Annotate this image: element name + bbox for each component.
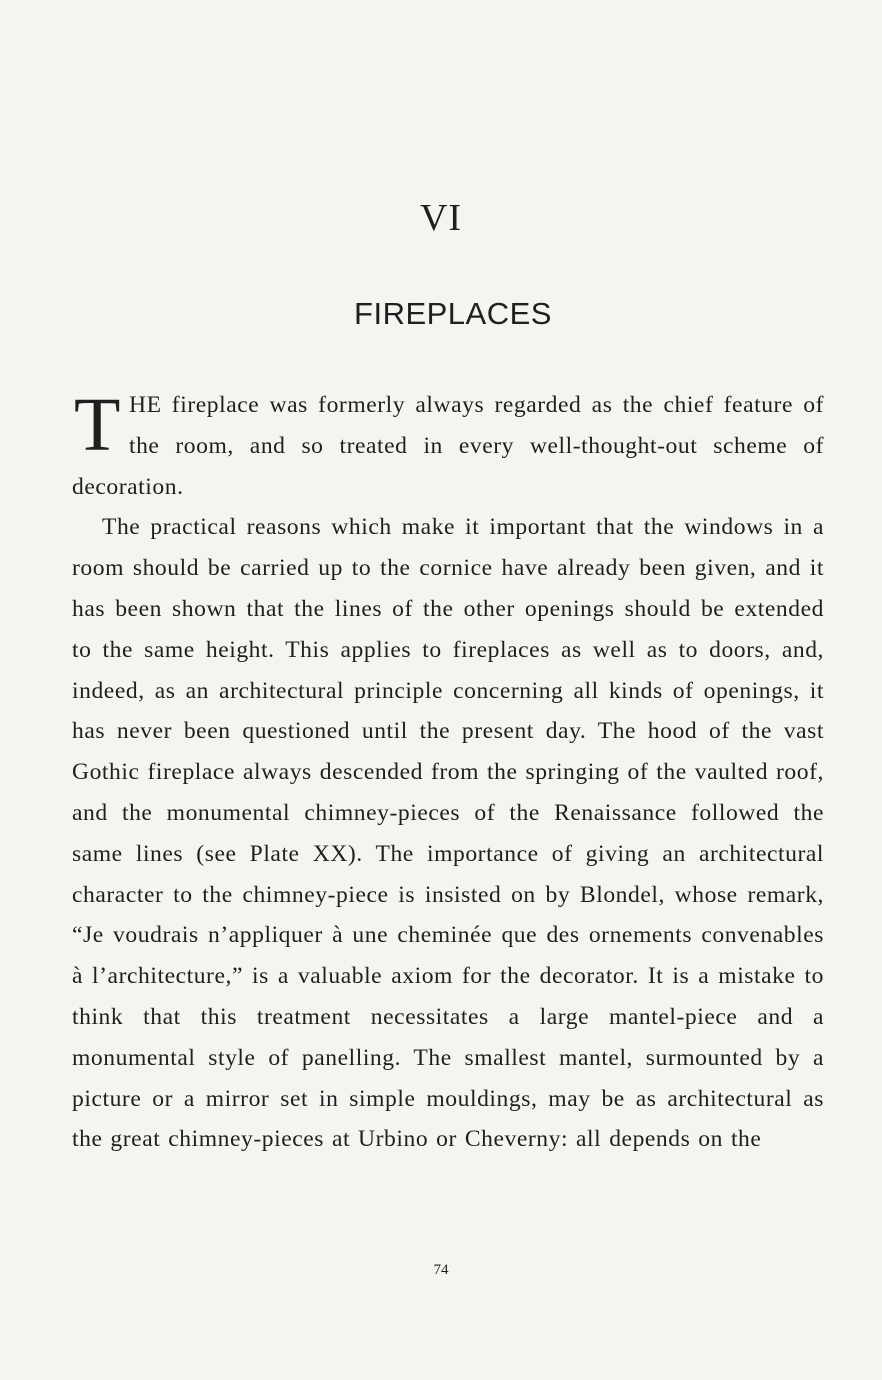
chapter-number: VI [419,197,463,239]
paragraph-1 [72,385,824,507]
paragraph-1-text: HE fireplace was formerly always regarded as the chief feature of the room, and so treated in every well-thought-out scheme of decoration. [72,392,824,500]
page-number: 74 [433,1262,449,1278]
drop-cap: T [74,383,121,467]
body-text [72,385,824,1160]
paragraph-2: The practical reasons which make it important that the windows in a room should be carried up to the cornice have already been given, and it has been shown that the lines of the other openings should be extended to the same height. This applies to fireplaces as well as to doors, and, indeed, as an architectural principle concerning all kinds of openings, it has never been questioned until the present day. The hood of the vast Gothic fireplace always descended from the springing of the vaulted roof, and the monumental chimney-pieces of the Renaissance followed the same lines (see Plate XX). The importance of giving an architectural character to the chimney-piece is insisted on by Blondel, whose remark, “Je voudrais n’appliquer à une cheminée que des ornements convenables à l’architecture,” is a valuable axiom for the decorator. It is a mistake to think that this treatment necessitates a large mantel-piece and a monumental style of panelling. The smallest mantel, surmounted by a picture or a mirror set in simple mouldings, may be as architectural as the great chimney-pieces at Urbino or Cheverny: all depends on the [72,514,824,1153]
chapter-title: FIREPLACES [354,296,552,331]
